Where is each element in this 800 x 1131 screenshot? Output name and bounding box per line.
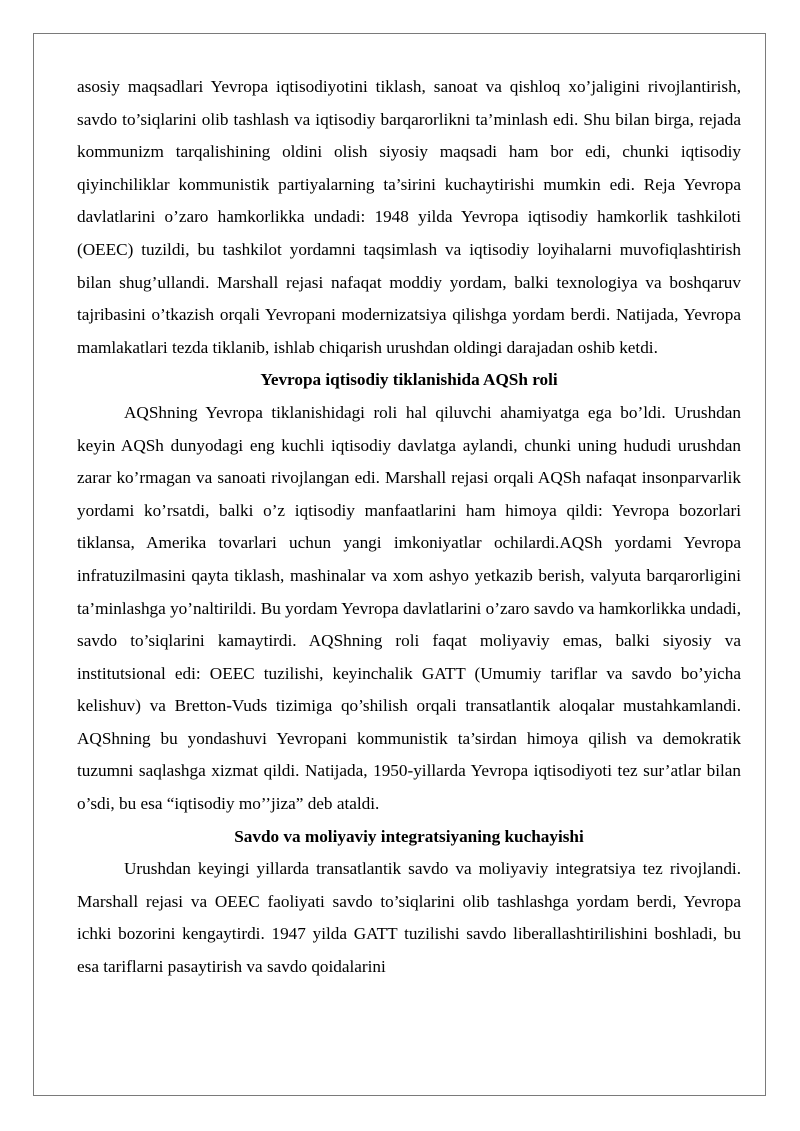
paragraph-intro-continuation: asosiy maqsadlari Yevropa iqtisodiyotini tiklash, sanoat va qishloq xo’jaligini rivojlantirish, savdo to’siqlarini olib tashlash va iqtisodiy barqarorlikni ta’minlash edi. Shu bilan birga, rejada kommunizm tarqalishining oldini olish siyosiy maqsadi ham bor edi, chunki iqtisodiy qiyinchiliklar kommunistik partiyalarning ta’sirini kuchaytirishi mumkin edi. Reja Yevropa davlatlarini o’zaro hamkorlikka undadi: 1948 yilda Yevropa iqtisodiy hamkorlik tashkiloti (OEEC) tuzildi, bu tashkilot yordamni taqsimlash va iqtisodiy loyihalarni muvofiqlashtirish bilan shug’ullandi. Marshall rejasi nafaqat moddiy yordam, balki texnologiya va boshqaruv tajribasini o’tkazish orqali Yevropani modernizatsiya qilishga yordam berdi. Natijada, Yevropa mamlakatlari tezda tiklanib, ishlab chiqarish urushdan oldingi darajadan oshib ketdi. — [77, 77, 741, 357]
section-heading-trade-integration: Savdo va moliyaviy integratsiyaning kuchayishi — [234, 826, 584, 846]
section-heading-us-role: Yevropa iqtisodiy tiklanishida AQSh roli — [260, 370, 558, 390]
paragraph-trade-integration: Urushdan keyingi yillarda transatlantik savdo va moliyaviy integratsiya tez rivojlandi. Marshall rejasi va OEEC faoliyati savdo to’siqlarini olib tashlashga yordam berdi, Yevropa ichki bozorini kengaytirdi. 1947 yilda GATT tuzilishi savdo liberallashtirilishini boshladi, bu esa tariflarni pasaytirish va savdo qoidalarini — [77, 859, 741, 977]
document-body — [77, 71, 741, 984]
paragraph-us-role: AQShning Yevropa tiklanishidagi roli hal qiluvchi ahamiyatga ega bo’ldi. Urushdan keyin AQSh dunyodagi eng kuchli iqtisodiy davlatga aylandi, chunki uning hududi urushdan zarar ko’rmagan va sanoati rivojlangan edi. Marshall rejasi orqali AQSh nafaqat insonparvarlik yordami ko’rsatdi, balki o’z iqtisodiy manfaatlarini ham himoya qildi: Yevropa bozorlari tiklansa, Amerika tovarlari uchun yangi imkoniyatlar ochilardi.AQSh yordami Yevropa infratuzilmasini qayta tiklash, mashinalar va xom ashyo yetkazib berish, valyuta barqarorligini ta’minlashga yo’naltirildi. Bu yordam Yevropa davlatlarini o’zaro savdo va hamkorlikka undadi, savdo to’siqlarini kamaytirdi. AQShning roli faqat moliyaviy emas, balki siyosiy va institutsional edi: OEEC tuzilishi, keyinchalik GATT (Umumiy tariflar va savdo bo’yicha kelishuv) va Bretton-Vuds tizimiga qo’shilish orqali transatlantik aloqalar mustahkamlandi. AQShning bu yondashuvi Yevropani kommunistik ta’sirdan himoya qilish va demokratik tuzumni saqlashga xizmat qildi. Natijada, 1950-yillarda Yevropa iqtisodiyoti tez sur’atlar bilan o’sdi, bu esa “iqtisodiy mo’’jiza” deb ataldi. — [77, 402, 741, 814]
